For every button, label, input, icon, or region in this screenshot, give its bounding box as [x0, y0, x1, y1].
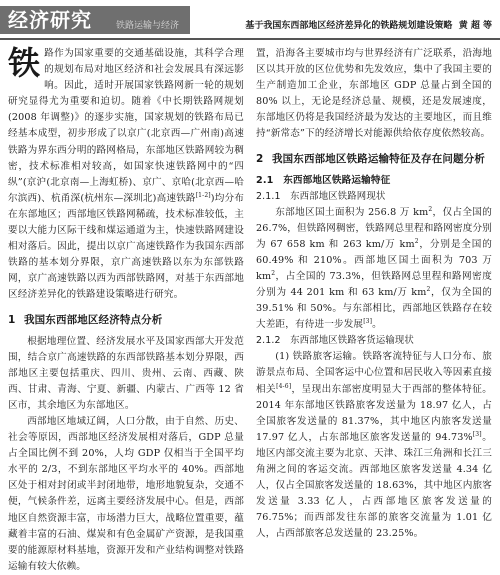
- header-rule: [0, 38, 500, 40]
- paragraph: [256, 205, 492, 334]
- page-header: [0, 0, 500, 40]
- text-run: ，分别是全国的 60.49% 和 210%。西部地区国土面积为 703 万 km: [256, 238, 492, 282]
- intro-paragraph: [8, 46, 244, 304]
- running-head-authors: 黄 超 等: [458, 21, 492, 31]
- intro-text-end: )均分布在东部地区；西部地区铁路网稀疏，技术标准较低，主要以大能力区际干线和煤运通道为主，快速铁路网建设相对落后。因此，提出以京广高速铁路作为我国东西部铁路的基本划分界限，京广高速铁路以东为东部铁路网，京广高速铁路以西为西部铁路网，对基于东西部地区经济差异化的铁路建设策略进行研究。: [8, 192, 244, 301]
- text-run: 。地区内部交流主要为北京、天津、珠江三角洲和长江三角洲之间的客运交流。西部地区旅客发送量 4.34 亿人，仅占全国旅客发送量的 18.63%，其中地区内旅客发送量 3.33 亿人，占西部地区旅客发送量的 76.75%；而西部发往东部的旅客交流量为 1.01 亿人，占西部旅客总发送量的 23.25%。: [256, 431, 492, 540]
- superscript: 2: [428, 205, 433, 213]
- intro-text: 路作为国家重要的交通基础设施，其科学合理的规划布局对地区经济和社会发展具有深远影响。因此，适时开展国家铁路网新一轮的规划研究显得尤为重要和迫切。随着《中长期铁路网规划(2008 年调整)》的逐步实施，国家规划的铁路布局已经基本成型，初步形成了以京广(北京西—广州南)高速铁路为界东西分明的路网格局，东部地区铁路网较为稠密，技术标准相对较高，如国家快速铁路网中的“四纵”(京沪(北京南—上海虹桥)、京广、京哈(北京西—哈尔滨西)、杭甬深(杭州东—深圳北)高速铁路: [8, 48, 244, 204]
- paragraph: [256, 349, 492, 542]
- running-head-title: 基于我国东西部地区经济差异化的铁路规划建设策略: [245, 21, 453, 31]
- superscript: 2: [414, 237, 419, 245]
- left-column: [8, 44, 244, 572]
- subsubsection-heading-2-1-2: 2.1.2 东西部地区铁路客货运输现状: [256, 335, 414, 347]
- section-number: 1: [8, 313, 16, 326]
- citation: [1-2]: [195, 191, 211, 199]
- running-head: [245, 20, 492, 32]
- paragraph: 西部地区地域辽阔，人口分散，由于自然、历史、社会等原因，西部地区经济发展相对落后，GDP 总量占全国比例不到 20%，人均 GDP 仅相当于全国平均水平的 2/3，不到东部地区平均水平的 40%。西部地区处于相对封闭或半封闭地带，地形地貌复杂，交通不便，气候条件差，远离主要经济发展中心。但是，西部地区自然资源丰富，市场潜力巨大，战略位置重要，蕴藏着丰富的石油、煤炭和有色金属矿产资源，是我国重要的能源原材料基地，资源开发和产业结构调整对铁路运输有较大依赖。: [8, 415, 244, 572]
- subsection-heading-2-1: 2.1 东西部地区铁路运输特征: [256, 174, 391, 186]
- text-run: ，仅为全国的 39.51% 和 50%。与东部相比，西部地区铁路存在较大差距，有待进一步发展: [256, 287, 492, 331]
- journal-section-subtitle: 铁路运输与经济: [116, 21, 180, 31]
- paragraph: 根据地理位置、经济发展水平及国家西部大开发范围，结合京广高速铁路的东西部铁路基本划分界限，西部地区主要包括重庆、四川、贵州、云南、西藏、陕西、甘肃、青海、宁夏、新疆、内蒙古、广西等 12 省区市，其余地区为东部地区。: [8, 335, 244, 411]
- superscript: 2: [271, 269, 276, 277]
- section-heading-2: [256, 151, 492, 167]
- superscript: 2: [426, 285, 431, 293]
- text-run: 。: [372, 319, 382, 331]
- subsubsection-heading-2-1-1: 2.1.1 东西部地区铁路网现状: [256, 190, 386, 202]
- right-column: [256, 46, 492, 542]
- text-run: ，呈现出东部密度明显大于西部的整体特征。2014 年东部地区铁路旅客发送量为 18.97 亿人，占全国旅客发送量的 81.37%，其中地区内旅客发送量 17.97 亿人，占东部地区旅客发送量的 94.73%: [256, 383, 492, 443]
- text-run: (1) 铁路旅客运输。铁路客流特征与人口分布、旅游景点布局、全国客运中心位置和居民收入等因素直接相关: [256, 351, 492, 395]
- text-run: ，占全国的 73.3%，但铁路网总里程和路网密度分别为 44 201 km 和 63 km/万 km: [256, 270, 492, 299]
- citation: [3]: [472, 430, 482, 438]
- citation: [4-6]: [276, 382, 292, 390]
- journal-section-title: 经济研究: [8, 8, 92, 32]
- section-heading-1: [8, 312, 244, 328]
- section-title: 我国东西部地区经济特点分析: [24, 313, 163, 326]
- section-title: 我国东西部地区铁路运输特征及存在问题分析: [272, 152, 485, 165]
- text-run: ，仅占全国的 26.7%，但铁路网稠密，铁路网总里程和路网密度分别为 67 658 km 和 263 km/万 km: [256, 206, 492, 250]
- section-number: 2: [256, 152, 264, 165]
- citation: [3]: [363, 318, 373, 326]
- paragraph-continued: 置，沿海各主要城市均与世界经济有广泛联系，沿海地区以其开放的区位优势和先发效应，集中了我国主要的生产制造加工企业，东部地区 GDP 总量占到全国的 80% 以上，无论是经济总量、规模，还是发展速度，东部地区仍将是我国经济最为发达的主要地区，而且维持“新常态”下的经济增长对能源供给依存度依然较高。: [256, 48, 492, 140]
- text-run: 东部地区国土面积为 256.8 万 km: [275, 206, 429, 218]
- drop-cap: 铁: [8, 44, 41, 82]
